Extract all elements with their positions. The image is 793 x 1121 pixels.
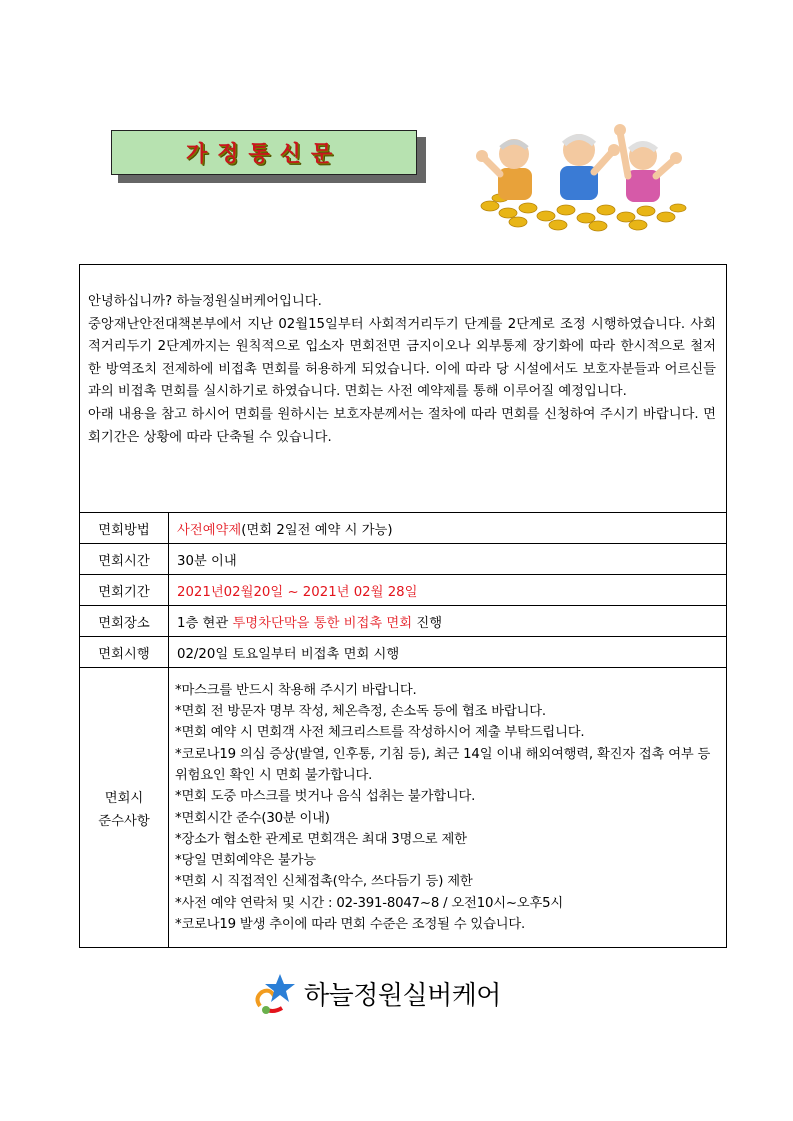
- rule-item: *마스크를 반드시 착용해 주시기 바랍니다.: [175, 682, 417, 698]
- rule-item: *코로나19 의심 증상(발열, 인후통, 기침 등), 최근 14일 이내 해외여행력, 확진자 접촉 여부 등 위험요인 확인 시 면회 불가합니다.: [175, 746, 711, 783]
- table-row-start: [80, 637, 727, 668]
- rule-item: *코로나19 발생 추이에 따라 면회 수준은 조정될 수 있습니다.: [175, 916, 526, 932]
- method-label: 면회방법: [80, 513, 169, 544]
- place-label: 면회장소: [80, 606, 169, 637]
- visit-info-table: [79, 512, 727, 948]
- rules-label-line1: 면회시: [104, 790, 144, 806]
- elder-left: [476, 139, 532, 200]
- rule-item: *사전 예약 연락처 및 시간 : 02-391-8047~8 / 오전10시~오후5시: [175, 895, 563, 911]
- method-highlight: 사전예약제: [177, 522, 242, 538]
- rules-label-line2: 준수사항: [98, 813, 150, 829]
- table-row-period: [80, 575, 727, 606]
- rules-label: [80, 668, 169, 948]
- place-prefix: 1층 현관: [177, 615, 233, 631]
- rule-item: *면회 시 직접적인 신체접촉(악수, 쓰다듬기 등) 제한: [175, 874, 473, 890]
- rule-item: *장소가 협소한 관계로 면회객은 최대 3명으로 제한: [175, 831, 467, 847]
- period-label: 면회기간: [80, 575, 169, 606]
- rule-item: *면회 도중 마스크를 벗거나 음식 섭취는 불가합니다.: [175, 789, 476, 805]
- title-banner: [111, 130, 417, 175]
- rule-item: *면회시간 준수(30분 이내): [175, 810, 330, 826]
- period-value: 2021년02월20일 ~ 2021년 02월 28일: [169, 575, 727, 606]
- rule-item: *면회 예약 시 면회객 사전 체크리스트를 작성하시어 제출 부탁드립니다.: [175, 725, 585, 741]
- elder-middle: [560, 134, 620, 200]
- organization-name: 하늘정원실버케어: [304, 980, 501, 1011]
- page-title: 가정통신문: [185, 142, 343, 167]
- elder-right: [614, 124, 682, 202]
- organization-logo-icon: [250, 970, 300, 1016]
- rule-item: *면회 전 방문자 명부 작성, 체온측정, 손소독 등에 협조 바랍니다.: [175, 704, 546, 720]
- place-highlight: 투명차단막을 통한 비접촉 면회: [232, 615, 413, 631]
- rule-item: *당일 면회예약은 불가능: [175, 853, 316, 869]
- table-row-duration: [80, 544, 727, 575]
- elderly-cheering-illustration: [470, 118, 695, 233]
- greeting-text: 안녕하십니까? 하늘정원실버케어입니다.: [88, 294, 322, 309]
- place-value: [169, 606, 727, 637]
- rules-list: [175, 680, 720, 936]
- start-label: 면회시행: [80, 637, 169, 668]
- rules-cell: [169, 668, 727, 948]
- notice-box: [79, 264, 727, 513]
- notice-body-text: 중앙재난안전대책본부에서 지난 02월15일부터 사회적거리두기 단계를 2단계로 조정 시행하였습니다. 사회적거리두기 2단계까지는 원칙적으로 입소자 면회전면 금지이오나 외부통제 장기화에 따라 한시적으로 철저한 방역조치 전제하에 비접촉 면회를 허용하게 되었습니다. 이에 따라 당 시설에서도 보호자분들과 어르신들과의 비접촉 면회를 실시하기로 하였습니다. 면회는 사전 예약제를 통해 이루어질 예정입니다.: [88, 316, 716, 400]
- duration-value: 30분 이내: [169, 544, 727, 575]
- method-detail: (면회 2일전 예약 시 가능): [241, 522, 393, 538]
- notice-closing-text: 아래 내용을 참고 하시어 면회를 원하시는 보호자분께서는 절차에 따라 면회를 신청하여 주시기 바랍니다. 면회기간은 상황에 따라 단축될 수 있습니다.: [88, 406, 716, 445]
- footer-logo: [250, 970, 501, 1016]
- table-row-rules: [80, 668, 727, 948]
- duration-label: 면회시간: [80, 544, 169, 575]
- table-row-method: [80, 513, 727, 544]
- method-value: [169, 513, 727, 544]
- place-suffix: 진행: [412, 615, 443, 631]
- start-value: 02/20일 토요일부터 비접촉 면회 시행: [169, 637, 727, 668]
- table-row-place: [80, 606, 727, 637]
